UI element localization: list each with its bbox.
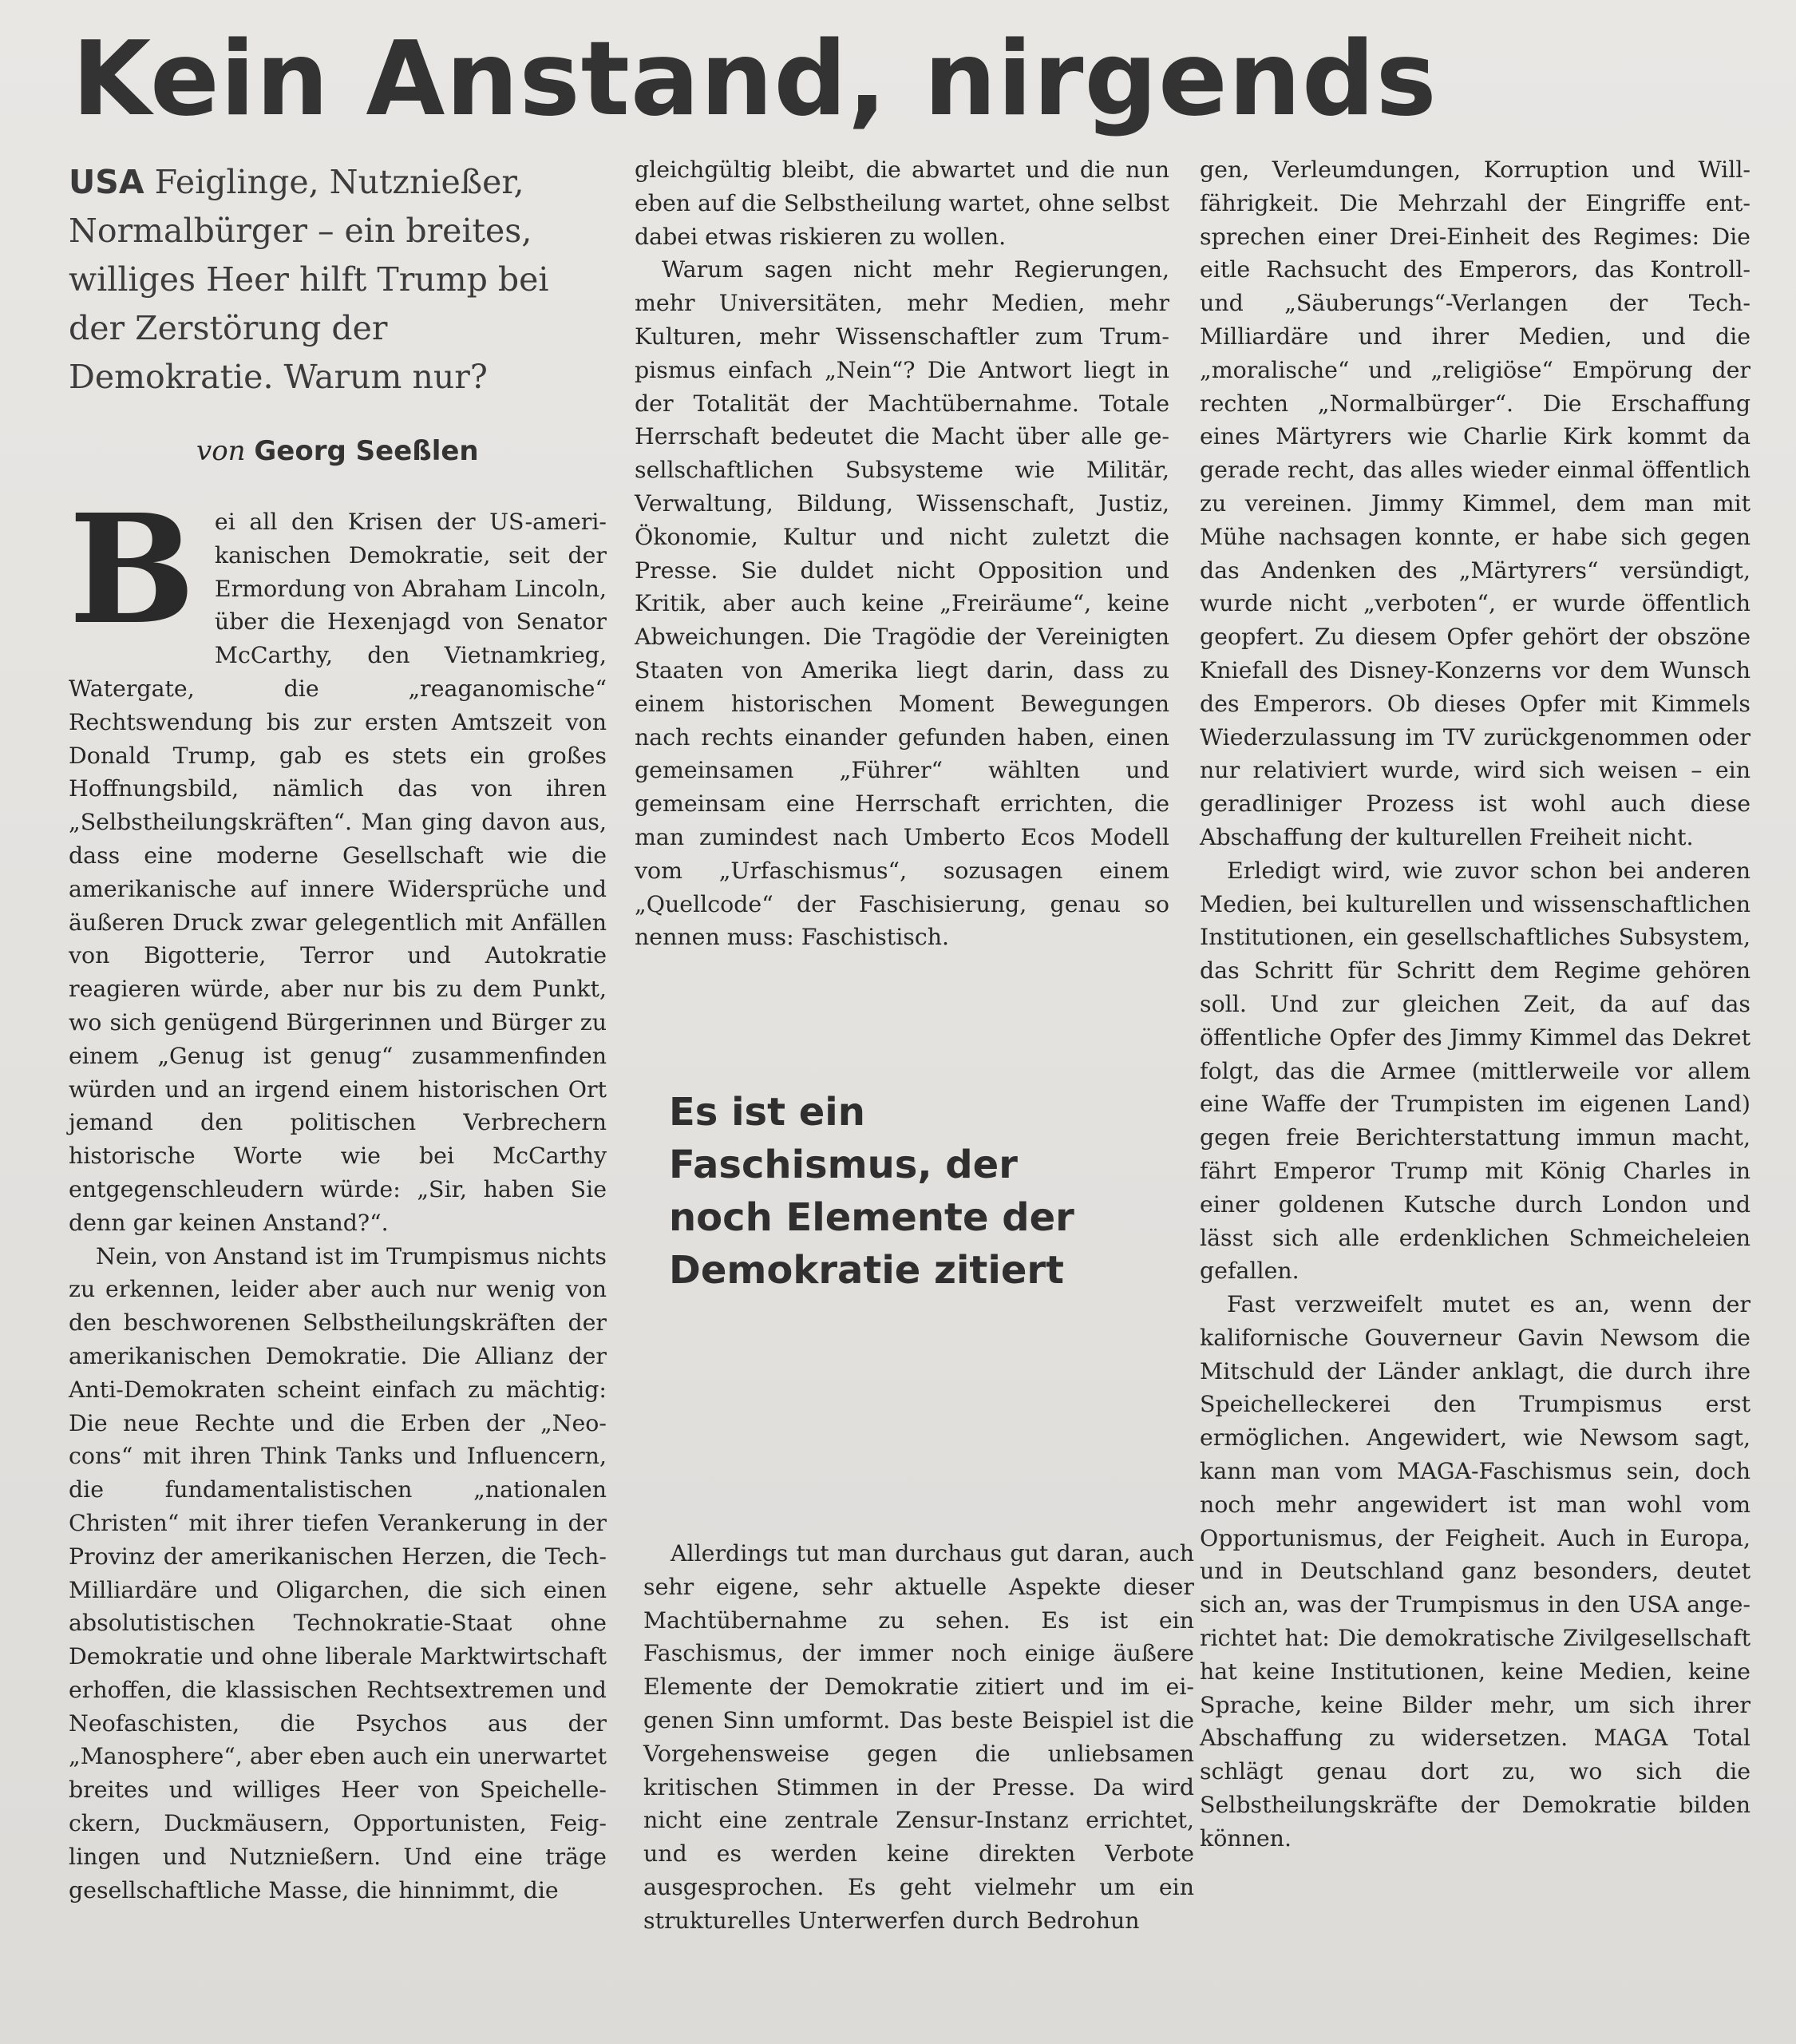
paragraph: gleichgültig bleibt, die abwartet und die nun eben auf die Selbstheilung wartet, ohne selbst dabei etwas riskieren zu wollen. (635, 156, 1169, 250)
deck-text: Feiglinge, Nutznießer, Normalbürger – ein breites, williges Heer hilft Trump bei der Zerstörung der Demokratie. Warum nur? (69, 163, 549, 396)
column-2 (635, 153, 1169, 954)
column-3 (1200, 153, 1751, 1856)
paragraph: ei all den Krisen der US-amerikanischen Demokratie, seit der Ermordung von Abraham Lincoln, über die Hexenjagd von Senator McCarthy, den Vietnamkrieg, Watergate, die „reaganomische“ Rechtswendung bis zur ersten Amtszeit von Donald Trump, gab es stets ein großes Hoffnungsbild, nämlich das von ihren „Selbstheilungskräften“. Man ging davon aus, dass eine moderne Gesellschaft wie die amerikanische auf innere Widersprüche und äußeren Druck zwar gelegentlich mit Anfällen von Bigotterie, Terror und Autokratie reagieren würde, aber nur bis zu dem Punkt, wo sich genügend Bürgerinnen und Bürger zu einem „Genug ist genug“ zusammenfinden würden und an irgend einem historischen Ort jemand den politischen Verbrechern historische Worte wie bei McCarthy entgegenschleudern würde: „Sir, haben Sie denn gar keinen Anstand?“. (69, 509, 607, 1236)
byline-prefix: von (196, 435, 246, 467)
paragraph: Nein, von Anstand ist im Trumpismus nichts zu erkennen, leider aber auch nur wenig von den beschworenen Selbstheilungskräften der amerikanischen Demokratie. Die Allianz der Anti-Demokraten scheint einfach zu mächtig: Die neue Rechte und die Erben der „Neo-cons“ mit ihren Think Tanks und Influencern, die fundamentalistischen „nationalen Christen“ mit ihrer tiefen Verankerung in der Provinz der amerikanischen Herzen, die Tech-Milliardäre und Oligarchen, die sich einen absolutistischen Technokratie-Staat ohne Demokratie und ohne liberale Marktwirtschaft erhoffen, die klassischen Rechtsextremen und Neofaschisten, die Psychos aus der „Manosphere“, aber eben auch ein unerwartet breites und williges Heer von Speichelleckern, Duckmäusern, Opportunisten, Feiglingen und Nutznießern. Und eine träge gesellschaftliche Masse, die hinnimmt, die (69, 1242, 607, 1903)
deck (69, 158, 564, 402)
paragraph: Erledigt wird, wie zuvor schon bei anderen Medien, bei kulturellen und wissenschaftlichen Institutionen, ein gesellschaftliches Subsystem, das Schritt für Schritt dem Regime gehören soll. Und zur gleichen Zeit, da auf das öffentliche Opfer des Jimmy Kimmel das Dekret folgt, das die Armee (mittlerweile vor allem eine Waffe der Trumpisten im eigenen Land) gegen freie Berichterstattung immun macht, fährt Emperor Trump mit König Charles in einer goldenen Kutsche durch London und lässt sich alle erdenklichen Schmeicheleien gefallen. (1200, 857, 1751, 1285)
column-2-lower (643, 1537, 1194, 1938)
paragraph: Allerdings tut man durchaus gut daran, auch sehr eigene, sehr aktuelle Aspekte dieser Machtübernahme zu sehen. Es ist ein Faschismus, der immer noch einige äußere Elemente der Demokratie zitiert und im eigenen Sinn umformt. Das beste Beispiel ist die Vorgehensweise gegen die unliebsamen kritischen Stimmen in der Presse. Da wird nicht eine zentrale Zensur-Instanz errichtet, und es werden keine direkten Verbote ausgesprochen. Es geht vielmehr um ein strukturelles Unterwerfen durch Bedrohun (643, 1540, 1194, 1934)
first-paragraph (69, 481, 607, 1240)
paragraph: Warum sagen nicht mehr Regierungen, mehr Universitäten, mehr Medien, mehr Kulturen, mehr Wissenschaftler zum Trumpismus einfach „Nein“? Die Antwort liegt in der Totalität der Machtübernahme. Totale Herrschaft bedeutet die Macht über alle gesellschaftlichen Subsysteme wie Militär, Verwaltung, Bildung, Wissenschaft, Justiz, Ökonomie, Kultur und nicht zuletzt die Presse. Sie duldet nicht Opposition und Kritik, aber auch keine „Freiräume“, keine Abweichungen. Die Tragödie der Vereinigten Staaten von Amerika liegt darin, dass zu einem historischen Moment Bewegungen nach rechts einander gefunden haben, einen gemeinsamen „Führer“ wählten und gemeinsam eine Herrschaft errichten, die man zumindest nach Umberto Ecos Modell vom „Urfaschismus“, sozusagen einem „Quellcode“ der Faschisierung, genau so nennen muss: Faschistisch. (635, 256, 1169, 951)
column-1 (69, 153, 607, 1907)
pull-quote: Es ist ein Faschismus, der noch Elemente der Demokratie zitiert (669, 1090, 1074, 1293)
drop-cap: B (69, 481, 196, 658)
deck-kicker: USA (69, 163, 144, 201)
headline: Kein Anstand, nirgends (72, 20, 1438, 139)
paragraph: Fast verzweifelt mutet es an, wenn der kalifornische Gouverneur Gavin Newsom die Mitschuld der Länder anklagt, die durch ihre Speichelleckerei den Trumpismus erst ermöglichen. Angewidert, wie Newsom sagt, kann man vom MAGA-Faschismus sein, doch noch mehr angewidert ist man wohl vom Opportunismus, der Feigheit. Auch in Europa, und in Deutschland ganz besonders, deutet sich an, was der Trumpismus in den USA angerichtet hat: Die demokratische Zivilgesellschaft hat keine Institutionen, keine Medien, keine Sprache, keine Bilder mehr, um sich ihrer Abschaffung zu widersetzen. MAGA Total schlägt genau dort zu, wo sich die Selbstheilungskräfte der Demokratie bilden können. (1200, 1291, 1751, 1852)
paragraph: gen, Verleumdungen, Korruption und Willfährigkeit. Die Mehrzahl der Eingriffe entsprechen einer Drei-Einheit des Regimes: Die eitle Rachsucht des Emperors, das Kontroll- und „Säuberungs“-Verlangen der Tech-Milliardäre und ihrer Medien, und die „moralische“ und „religiöse“ Empörung der rechten „Normalbürger“. Die Erschaffung eines Märtyrers wie Charlie Kirk kommt da gerade recht, das alles wieder einmal öffentlich zu vereinen. Jimmy Kimmel, dem man mit Mühe nachsagen konnte, er habe sich gegen das Andenken des „Märtyrers“ versündigt, wurde nicht „verboten“, er wurde öffentlich geopfert. Zu diesem Opfer gehört der obszöne Kniefall des Disney-Konzerns vor dem Wunsch des Emperors. Ob dieses Opfer mit Kimmels Wiederzulassung im TV zurückgenommen oder nur relativiert wurde, wird sich weisen – ein geradliniger Prozess ist wohl auch diese Abschaffung der kulturellen Freiheit nicht. (1200, 156, 1751, 850)
byline (196, 434, 607, 469)
author-name: Georg Seeßlen (254, 435, 479, 467)
